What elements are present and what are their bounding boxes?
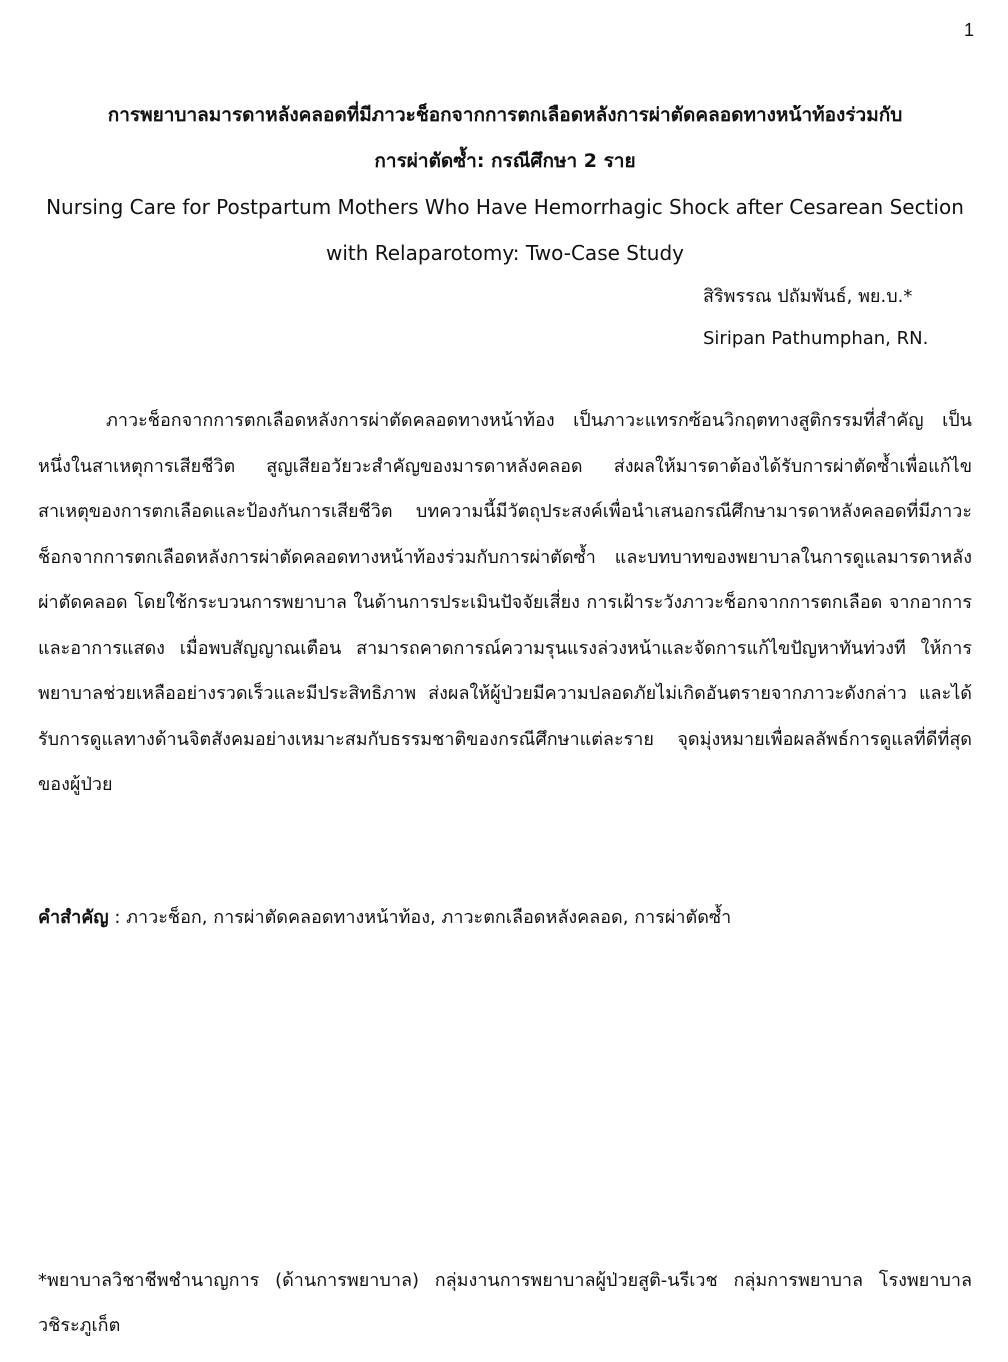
keywords-text: : ภาวะช็อก, การผ่าตัดคลอดทางหน้าท้อง, ภาวะตกเลือดหลังคลอด, การผ่าตัดซ้ำ <box>108 907 732 928</box>
thai-title-line-1: การพยาบาลมารดาหลังคลอดที่มีภาวะช็อกจากการตกเลือดหลังการผ่าตัดคลอดทางหน้าท้องร่วมกับ <box>107 104 903 126</box>
affiliation-footnote: *พยาบาลวิชาชีพชำนาญการ (ด้านการพยาบาล) กลุ่มงานการพยาบาลผู้ป่วยสูติ-นรีเวช กลุ่มการพยาบาล โรงพยาบาลวชิระภูเก็ต <box>38 1270 972 1336</box>
english-title-line-2: with Relaparotomy: Two-Case Study <box>325 241 685 265</box>
thai-title-line-2: การผ่าตัดซ้ำ: กรณีศึกษา 2 ราย <box>374 150 636 172</box>
author-block <box>703 276 928 360</box>
title-block <box>38 92 972 276</box>
author-thai: สิริพรรณ ปถัมพันธ์, พย.บ.* <box>703 286 913 307</box>
keywords-label: คำสำคัญ <box>38 907 109 928</box>
keywords-line <box>38 898 972 938</box>
page-number: 1 <box>963 20 974 40</box>
abstract-paragraph: ภาวะช็อกจากการตกเลือดหลังการผ่าตัดคลอดทางหน้าท้อง เป็นภาวะแทรกซ้อนวิกฤตทางสูติกรรมที่สำคัญ เป็นหนึ่งในสาเหตุการเสียชีวิต สูญเสียอวัยวะสำคัญของมารดาหลังคลอด ส่งผลให้มารดาต้องได้รับการผ่าตัดซ้ำเพื่อแก้ไขสาเหตุของการตกเลือดและป้องกันการเสียชีวิต บทความนี้มีวัตถุประสงค์เพื่อนำเสนอกรณีศึกษามารดาหลังคลอดที่มีภาวะช็อกจากการตกเลือดหลังการผ่าตัดคลอดทางหน้าท้องร่วมกับการผ่าตัดซ้ำ และบทบาทของพยาบาลในการดูแลมารดาหลังผ่าตัดคลอด โดยใช้กระบวนการพยาบาล ในด้านการประเมินปัจจัยเสี่ยง การเฝ้าระวังภาวะช็อกจากการตกเลือด จากอาการและอาการแสดง เมื่อพบสัญญาณเตือน สามารถคาดการณ์ความรุนแรงล่วงหน้าและจัดการแก้ไขปัญหาทันท่วงที ให้การพยาบาลช่วยเหลืออย่างรวดเร็วและมีประสิทธิภาพ ส่งผลให้ผู้ป่วยมีความปลอดภัยไม่เกิดอันตรายจากภาวะดังกล่าว และได้รับการดูแลทางด้านจิตสังคมอย่างเหมาะสมกับธรรมชาติของกรณีศึกษาแต่ละราย จุดมุ่งหมายเพื่อผลลัพธ์การดูแลที่ดีที่สุดของผู้ป่วย <box>38 410 972 795</box>
english-title-line-1: Nursing Care for Postpartum Mothers Who Have Hemorrhagic Shock after Cesarean Section <box>46 195 964 219</box>
author-english: Siripan Pathumphan, RN. <box>703 328 929 349</box>
